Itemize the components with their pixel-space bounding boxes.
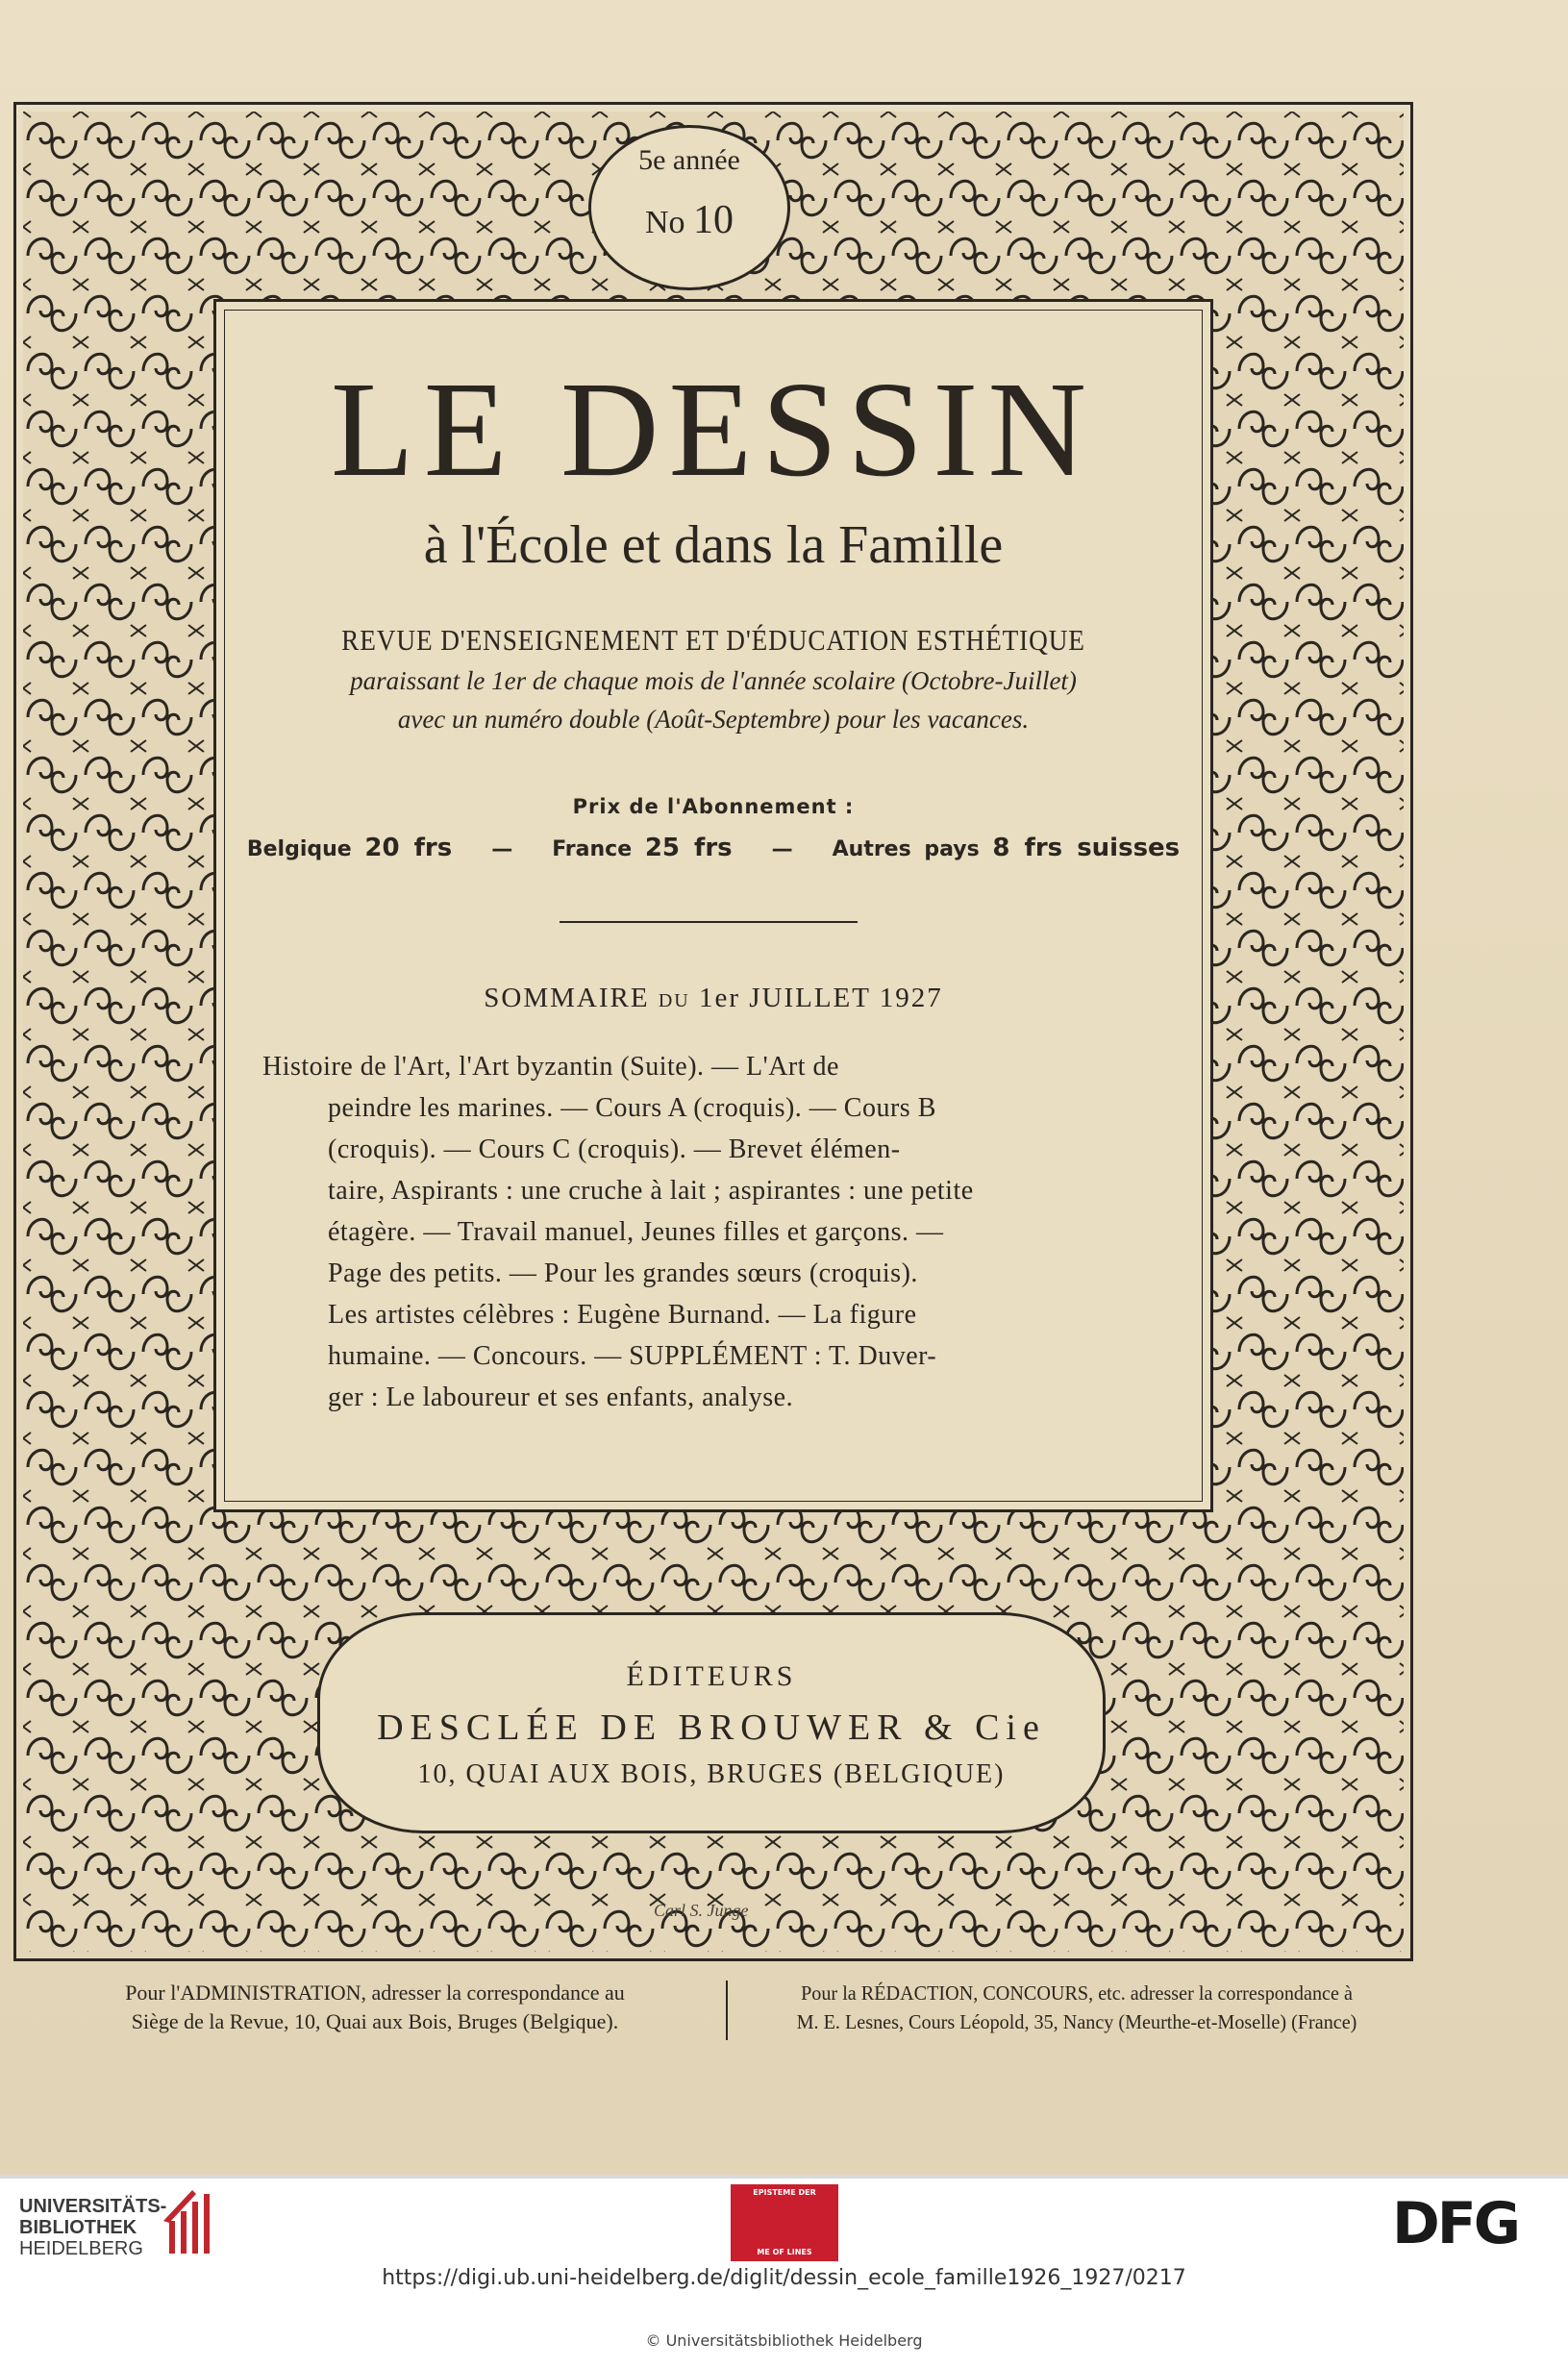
toc-line: (croquis). — Cours C (croquis). — Brevet élémen- <box>328 1134 901 1164</box>
permalink-url[interactable]: https://digi.ub.uni-heidelberg.de/diglit/dessin_ecole_famille1926_1927/0217 <box>382 2266 1186 2290</box>
toc-line: Les artistes célèbres : Eugène Burnand. — La figure <box>328 1300 917 1330</box>
copyright-notice: © Universitätsbibliothek Heidelberg <box>645 2331 923 2350</box>
toc-line: humaine. — Concours. — SUPPLÉMENT : T. Duver- <box>328 1341 937 1371</box>
toc-line: étagère. — Travail manuel, Jeunes filles et garçons. — <box>328 1217 944 1247</box>
episteme-logo-icon[interactable]: EPISTEME DER ME OF LINES <box>731 2184 838 2261</box>
issue-year: 5e année <box>638 144 740 176</box>
toc-line: peindre les marines. — Cours A (croquis). — Cours B <box>328 1093 936 1123</box>
administration-note: Pour l'ADMINISTRATION, adresser la correspondance au Siège de la Revue, 10, Quai aux Bois, Bruges (Belgique). <box>125 1981 625 2033</box>
sommaire-heading: SOMMAIRE du 1er JUILLET 1927 <box>484 983 943 1013</box>
engraver-signature: Carl S. Junge <box>654 1901 749 1920</box>
page-subtitle: à l'École et dans la Famille <box>423 515 1004 575</box>
subscription-title: Prix de l'Abonnement : <box>572 795 855 818</box>
publisher-address: 10, QUAI AUX BOIS, BRUGES (BELGIQUE) <box>417 1759 1006 1789</box>
page-title: LE DESSIN <box>330 353 1097 505</box>
toc-line: Page des petits. — Pour les grandes sœurs (croquis). <box>328 1258 918 1288</box>
issue-number: No 10 <box>644 198 734 242</box>
publisher-label: ÉDITEURS <box>626 1660 797 1692</box>
university-library-name[interactable]: UNIVERSITÄTS- BIBLIOTHEK HEIDELBERG <box>19 2196 167 2259</box>
double-issue-note: avec un numéro double (Août-Septembre) pour les vacances. <box>397 705 1030 734</box>
subscription-prices: Belgique 20 frs — France 25 frs — Autres pays 8 frs suisses <box>246 834 1181 862</box>
toc-line: Histoire de l'Art, l'Art byzantin (Suite). — L'Art de <box>262 1052 839 1082</box>
toc-line: taire, Aspirants : une cruche à lait ; aspirantes : une petite <box>328 1176 974 1206</box>
publisher-name: DESCLÉE DE BROUWER & Cie <box>377 1707 1046 1748</box>
column-separator <box>726 1981 728 2040</box>
revue-tagline: REVUE D'ENSEIGNEMENT ET D'ÉDUCATION ESTHÉTIQUE <box>341 623 1085 657</box>
footer-divider <box>0 2175 1568 2179</box>
table-of-contents <box>262 1046 1171 1418</box>
redaction-note: Pour la RÉDACTION, CONCOURS, etc. adresser la correspondance à M. E. Lesnes, Cours Léopold, 35, Nancy (Meurthe-et-Moselle) (France) <box>796 1981 1357 2033</box>
toc-line: ger : Le laboureur et ses enfants, analyse. <box>328 1383 794 1412</box>
dfg-logo[interactable]: DFG <box>1392 2190 1519 2257</box>
ub-heidelberg-logo-icon[interactable] <box>154 2182 217 2261</box>
divider-rule <box>560 921 858 923</box>
publication-frequency: paraissant le 1er de chaque mois de l'année scolaire (Octobre-Juillet) <box>350 666 1077 695</box>
